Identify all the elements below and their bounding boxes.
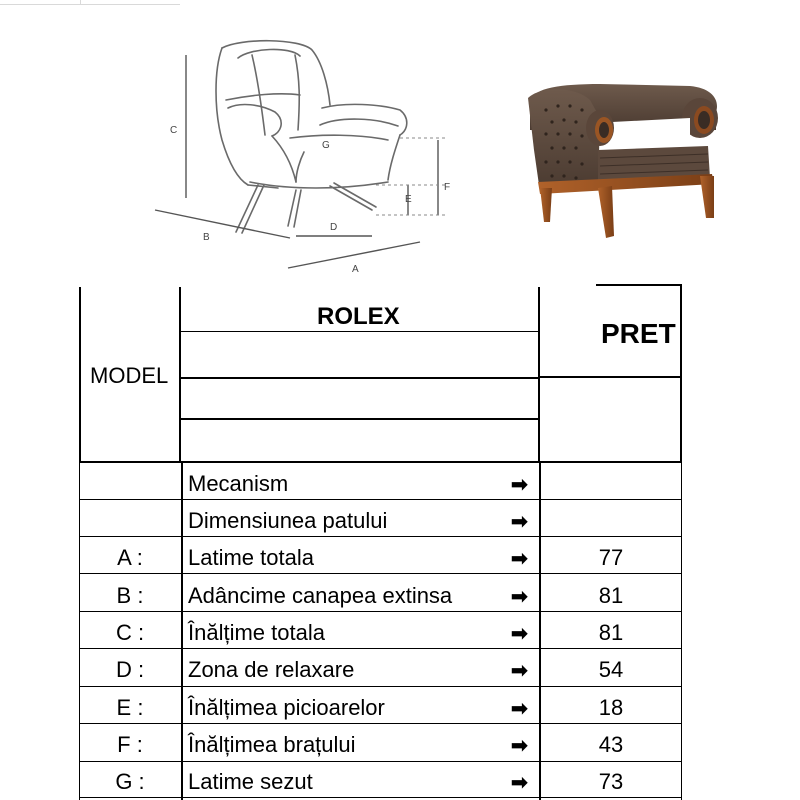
row-letter: B :	[116, 583, 144, 608]
row-value: 81	[598, 583, 624, 608]
top-edge-line	[0, 0, 180, 5]
arrow-right-icon: ➡	[511, 698, 528, 720]
model-label: MODEL	[90, 363, 169, 388]
row-value: 18	[598, 695, 624, 720]
row-letter: A :	[117, 545, 143, 570]
arrow-right-icon: ➡	[511, 586, 528, 608]
arrow-right-icon: ➡	[511, 623, 528, 645]
arrow-right-icon: ➡	[511, 548, 528, 570]
arrow-right-icon: ➡	[511, 511, 528, 533]
row-label: Mecanism	[188, 471, 289, 496]
row-label: Dimensiunea patului	[188, 508, 388, 533]
dimension-label-a: A	[352, 264, 359, 275]
row-label: Latime totala	[188, 545, 314, 570]
arrow-right-icon: ➡	[511, 735, 528, 757]
row-label: Înălțimea picioarelor	[188, 695, 385, 720]
armchair-product-photo	[515, 75, 730, 240]
row-label: Înălțimea brațului	[188, 732, 356, 757]
dimension-label-d: D	[330, 222, 338, 233]
dimension-label-g: G	[322, 140, 330, 151]
row-letter: F :	[117, 732, 143, 757]
row-letter: C :	[115, 620, 145, 645]
armchair-dimension-diagram	[140, 35, 470, 280]
row-letter: E :	[116, 695, 144, 720]
row-value: 77	[598, 545, 624, 570]
row-letter: D :	[115, 657, 145, 682]
row-value: 43	[598, 732, 624, 757]
row-label: Zona de relaxare	[188, 657, 355, 682]
arrow-right-icon: ➡	[511, 474, 528, 496]
row-label: Înălțime totala	[188, 620, 325, 645]
model-name: ROLEX	[317, 303, 400, 330]
row-label: Latime sezut	[188, 769, 313, 794]
dimension-label-f: F	[444, 182, 451, 193]
row-value: 81	[598, 620, 624, 645]
row-label: Adâncime canapea extinsa	[188, 583, 453, 608]
dimension-label-c: C	[170, 125, 178, 136]
row-value: 73	[598, 769, 624, 794]
dimension-label-e: E	[405, 194, 412, 205]
dimension-label-b: B	[203, 232, 210, 243]
arrow-right-icon: ➡	[511, 772, 528, 794]
row-letter: G :	[115, 769, 145, 794]
row-value: 54	[598, 657, 624, 682]
price-label: PRET	[601, 318, 676, 349]
arrow-right-icon: ➡	[511, 660, 528, 682]
